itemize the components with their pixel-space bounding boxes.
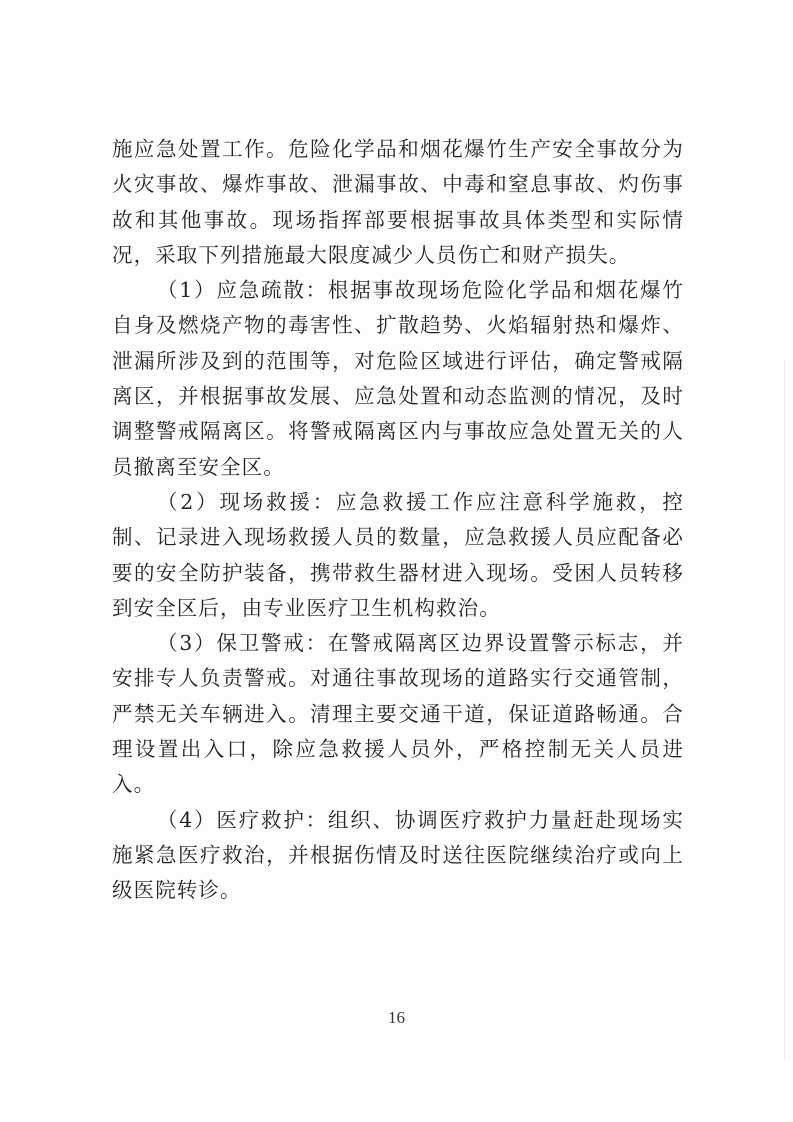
page-number: 16 — [388, 1008, 405, 1027]
paragraph-security-cordon: （3）保卫警戒：在警戒隔离区边界设置警示标志，并安排专人负责警戒。对通往事故现场的道路实行交通管制，严禁无关车辆进入。清理主要交通干道，保证道路畅通。合理设置出入口，除应急救援人员外，严格控制无关人员进入。 — [112, 631, 684, 797]
paragraph-emergency-evacuation: （1）应急疏散：根据事故现场危险化学品和烟花爆竹自身及燃烧产物的毒害性、扩散趋势、火焰辐射热和爆炸、泄漏所涉及到的范围等，对危险区域进行评估，确定警戒隔离区，并根据事故发展、应急处置和动态监测的情况，及时调整警戒隔离区。将警戒隔离区内与事故应急处置无关的人员撤离至安全区。 — [112, 278, 684, 479]
paragraph-onsite-rescue: （2）现场救援：应急救援工作应注意科学施救，控制、记录进入现场救援人员的数量，应急救援人员应配备必要的安全防护装备，携带救生器材进入现场。受困人员转移到安全区后，由专业医疗卫生机构救治。 — [112, 489, 684, 620]
paragraph-medical-rescue: （4）医疗救护：组织、协调医疗救护力量赶赴现场实施紧急医疗救治，并根据伤情及时送往医院继续治疗或向上级医院转诊。 — [112, 807, 684, 903]
paragraph-intro: 施应急处置工作。危险化学品和烟花爆竹生产安全事故分为火灾事故、爆炸事故、泄漏事故、中毒和窒息事故、灼伤事故和其他事故。现场指挥部要根据事故具体类型和实际情况，采取下列措施最大限度减少人员伤亡和财产损失。 — [112, 137, 684, 267]
scan-edge-line — [784, 360, 785, 1060]
body-text — [112, 132, 684, 909]
